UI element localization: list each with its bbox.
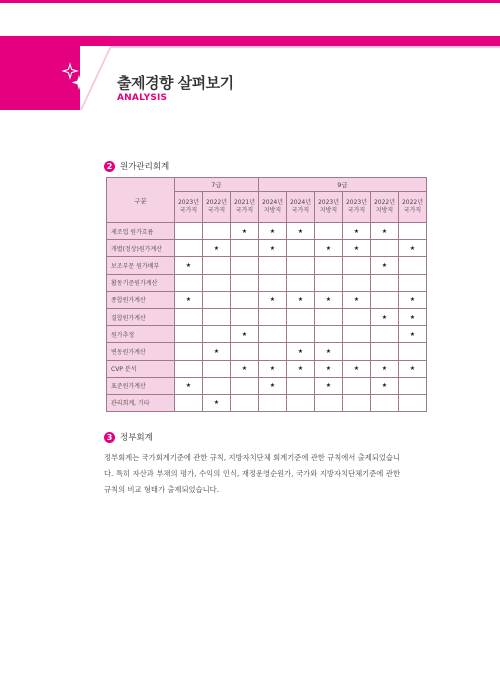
star-mark-cell: [287, 394, 315, 411]
star-mark-cell: ★: [399, 240, 427, 257]
star-mark-cell: [399, 343, 427, 360]
corner-header: 구분: [107, 178, 175, 223]
star-mark-cell: ★: [231, 360, 259, 377]
column-exam-type: 지방직: [263, 207, 282, 214]
column-header: [175, 192, 203, 223]
star-mark-cell: ★: [259, 291, 287, 308]
star-mark-cell: [343, 394, 371, 411]
table-row: [107, 308, 427, 325]
star-mark-cell: ★: [399, 326, 427, 343]
star-mark-cell: ★: [259, 223, 287, 240]
star-mark-cell: [203, 360, 231, 377]
star-mark-cell: [343, 274, 371, 291]
star-mark-cell: [371, 291, 399, 308]
group-header-7: 7급: [175, 178, 259, 192]
row-label: 결합원가계산: [107, 308, 175, 325]
section-number-badge: 3: [104, 432, 115, 443]
star-mark-cell: [231, 308, 259, 325]
column-year: 2022년: [373, 199, 396, 206]
column-year: 2024년: [289, 199, 312, 206]
column-header: [399, 192, 427, 223]
star-mark-cell: [399, 274, 427, 291]
star-mark-cell: ★: [203, 240, 231, 257]
star-mark-cell: [259, 308, 287, 325]
star-mark-cell: [287, 240, 315, 257]
column-year: 2024년: [261, 199, 284, 206]
section-3-body: 정부회계는 국가회계기준에 관한 규칙, 지방자치단체 회계기준에 관한 규칙에서 출제되었습니다. 특히 자산과 부채의 평가, 수익의 인식, 재정운영순원가, 국가와 지방자치단체기준에 관한 규칙의 비교 형태가 출제되었습니다.: [104, 453, 400, 494]
star-mark-cell: ★: [343, 240, 371, 257]
star-mark-cell: [399, 223, 427, 240]
star-mark-cell: [231, 257, 259, 274]
table-row: [107, 343, 427, 360]
star-mark-cell: [315, 394, 343, 411]
page-title: 출제경향 살펴보기: [117, 74, 234, 92]
star-mark-cell: [175, 326, 203, 343]
star-mark-cell: [315, 308, 343, 325]
column-exam-type: 지방직: [375, 207, 394, 214]
star-mark-cell: [231, 377, 259, 394]
column-exam-type: 지방직: [319, 207, 338, 214]
star-mark-cell: ★: [203, 343, 231, 360]
column-exam-type: 국가직: [291, 207, 310, 214]
star-mark-cell: [287, 308, 315, 325]
column-year: 2022년: [401, 199, 424, 206]
star-mark-cell: [203, 291, 231, 308]
star-mark-cell: [371, 394, 399, 411]
star-mark-cell: [231, 394, 259, 411]
column-year: 2023년: [177, 199, 200, 206]
page-subtitle: ANALYSIS: [117, 93, 168, 103]
star-mark-cell: [231, 274, 259, 291]
table-row: [107, 240, 427, 257]
star-mark-cell: ★: [343, 223, 371, 240]
star-mark-cell: [343, 257, 371, 274]
table-row: [107, 257, 427, 274]
column-exam-type: 국가직: [207, 207, 226, 214]
star-mark-cell: [259, 326, 287, 343]
star-mark-cell: [175, 360, 203, 377]
star-mark-cell: [371, 274, 399, 291]
star-mark-cell: [399, 394, 427, 411]
star-mark-cell: ★: [371, 257, 399, 274]
star-mark-cell: ★: [315, 377, 343, 394]
star-mark-cell: [259, 257, 287, 274]
column-header: [203, 192, 231, 223]
row-label: 개별(정상)원가계산: [107, 240, 175, 257]
star-mark-cell: [371, 343, 399, 360]
section-2-heading: [104, 160, 169, 172]
star-mark-cell: ★: [315, 291, 343, 308]
star-mark-cell: ★: [175, 257, 203, 274]
exam-trend-table: [106, 177, 427, 412]
column-year: 2023년: [345, 199, 368, 206]
column-year: 2021년: [233, 199, 256, 206]
table-row: [107, 394, 427, 411]
star-mark-cell: ★: [399, 291, 427, 308]
star-mark-cell: ★: [175, 377, 203, 394]
star-mark-cell: ★: [315, 240, 343, 257]
column-header: [315, 192, 343, 223]
section-title: 정부회계: [120, 433, 153, 443]
star-mark-cell: [399, 257, 427, 274]
star-mark-cell: [231, 343, 259, 360]
column-header: [371, 192, 399, 223]
star-mark-cell: ★: [371, 377, 399, 394]
row-label: 종합원가계산: [107, 291, 175, 308]
star-mark-cell: [203, 274, 231, 291]
star-mark-cell: [203, 223, 231, 240]
sparkle-stars-icon: [62, 62, 88, 92]
star-mark-cell: ★: [287, 223, 315, 240]
star-mark-cell: [287, 326, 315, 343]
star-mark-cell: [287, 377, 315, 394]
star-mark-cell: [371, 326, 399, 343]
table-row: [107, 223, 427, 240]
header-banner: [0, 0, 500, 110]
row-label: 보조부문 원가배부: [107, 257, 175, 274]
table-row: [107, 274, 427, 291]
star-mark-cell: ★: [287, 291, 315, 308]
section-title: 원가관리회계: [120, 162, 170, 172]
star-mark-cell: [259, 274, 287, 291]
header-top-stripe: [0, 0, 500, 3]
star-mark-cell: ★: [259, 360, 287, 377]
column-header: [343, 192, 371, 223]
star-mark-cell: ★: [399, 360, 427, 377]
table-row: [107, 360, 427, 377]
star-mark-cell: [175, 223, 203, 240]
star-mark-cell: ★: [371, 223, 399, 240]
star-mark-cell: [399, 377, 427, 394]
table-row: [107, 326, 427, 343]
column-exam-type: 국가직: [179, 207, 198, 214]
star-mark-cell: ★: [231, 326, 259, 343]
star-mark-cell: [315, 326, 343, 343]
star-mark-cell: [287, 274, 315, 291]
column-year: 2022년: [205, 199, 228, 206]
star-mark-cell: [315, 257, 343, 274]
row-label: 활동기준원가계산: [107, 274, 175, 291]
column-header: [231, 192, 259, 223]
star-mark-cell: [203, 308, 231, 325]
column-exam-type: 국가직: [347, 207, 366, 214]
row-label: 원가추정: [107, 326, 175, 343]
star-mark-cell: ★: [343, 291, 371, 308]
table-row: [107, 291, 427, 308]
star-mark-cell: [231, 240, 259, 257]
star-mark-cell: ★: [371, 360, 399, 377]
column-year: 2023년: [317, 199, 340, 206]
column-header: [259, 192, 287, 223]
star-mark-cell: [231, 291, 259, 308]
column-exam-type: 국가직: [235, 207, 254, 214]
star-mark-cell: [175, 274, 203, 291]
star-mark-cell: ★: [231, 223, 259, 240]
row-label: 변동원가계산: [107, 343, 175, 360]
star-mark-cell: [343, 308, 371, 325]
star-mark-cell: [259, 394, 287, 411]
star-mark-cell: [175, 240, 203, 257]
star-mark-cell: [371, 240, 399, 257]
star-mark-cell: [315, 274, 343, 291]
star-mark-cell: ★: [175, 291, 203, 308]
star-mark-cell: ★: [399, 308, 427, 325]
star-mark-cell: ★: [371, 308, 399, 325]
star-mark-cell: [175, 343, 203, 360]
star-mark-cell: [175, 308, 203, 325]
star-mark-cell: ★: [259, 240, 287, 257]
star-mark-cell: ★: [315, 343, 343, 360]
row-label: 관리회계, 기타: [107, 394, 175, 411]
star-mark-cell: ★: [203, 394, 231, 411]
row-label: CVP 분석: [107, 360, 175, 377]
star-mark-cell: [259, 343, 287, 360]
star-mark-cell: [203, 326, 231, 343]
star-mark-cell: ★: [287, 360, 315, 377]
row-label: 표준원가계산: [107, 377, 175, 394]
table-row: [107, 377, 427, 394]
column-header: [287, 192, 315, 223]
star-mark-cell: [343, 343, 371, 360]
section-3-heading: [104, 431, 153, 443]
section-number-badge: 2: [104, 161, 115, 172]
star-mark-cell: ★: [315, 360, 343, 377]
star-mark-cell: [343, 377, 371, 394]
star-mark-cell: [315, 223, 343, 240]
column-exam-type: 국가직: [403, 207, 422, 214]
star-mark-cell: [175, 394, 203, 411]
star-mark-cell: [203, 257, 231, 274]
star-mark-cell: [203, 377, 231, 394]
star-mark-cell: [287, 257, 315, 274]
star-mark-cell: ★: [343, 360, 371, 377]
row-label: 제조업 원가흐름: [107, 223, 175, 240]
star-mark-cell: ★: [259, 377, 287, 394]
star-mark-cell: ★: [287, 343, 315, 360]
group-header-9: 9급: [259, 178, 427, 192]
star-mark-cell: [343, 326, 371, 343]
